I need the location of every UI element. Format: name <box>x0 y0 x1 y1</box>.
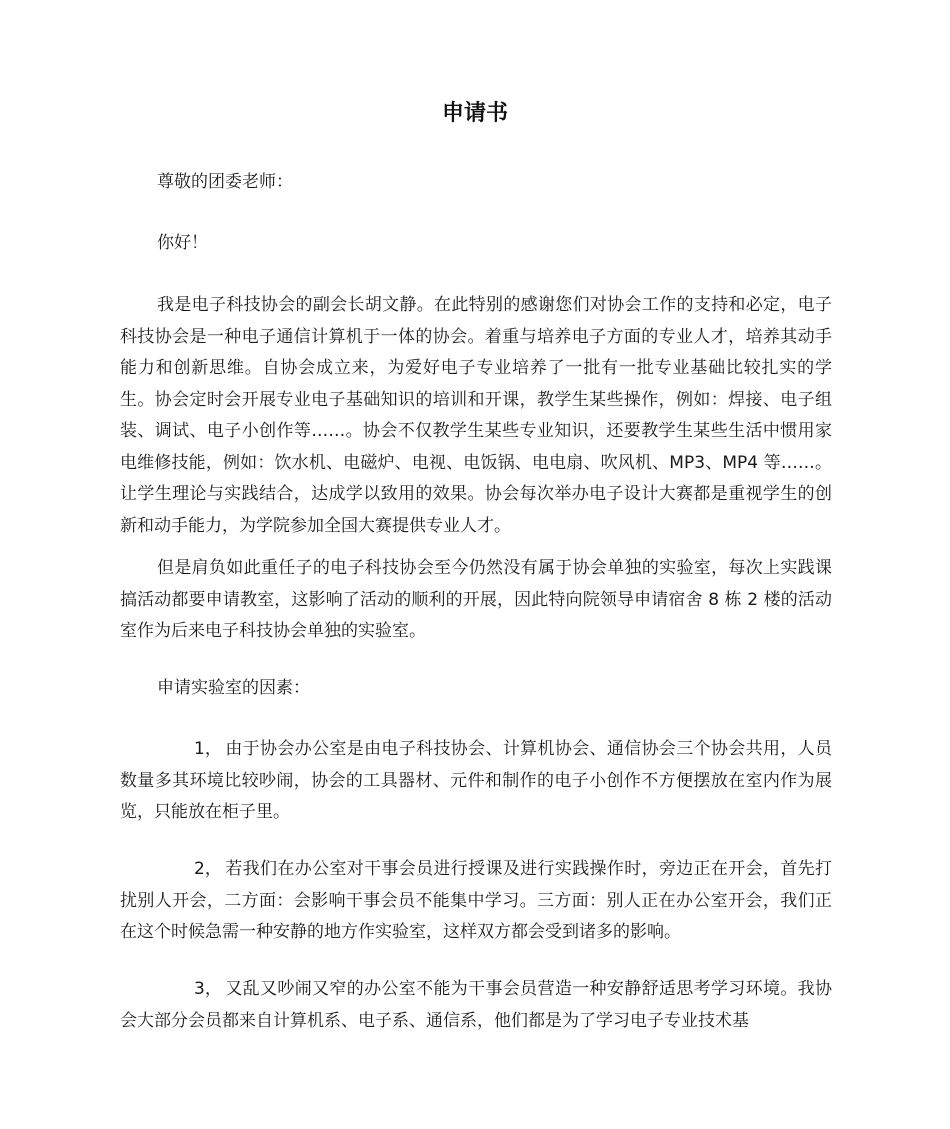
reason-item <box>120 974 832 1037</box>
reason-text: 若我们在办公室对干事会员进行授课及进行实践操作时，旁边正在开会，首先打扰别人开会，二方面：会影响干事会员不能集中学习。三方面：别人正在办公室开会，我们正在这个时候急需一种安静的地方作实验室，这样双方都会受到诸多的影响。 <box>120 859 832 942</box>
salutation: 尊敬的团委老师： <box>157 172 293 192</box>
document-title: 申请书 <box>441 101 508 126</box>
greeting: 你好！ <box>157 233 208 253</box>
intro-paragraph: 我是电子科技协会的副会长胡文静。在此特别的感谢您们对协会工作的支持和必定，电子科技协会是一种电子通信计算机于一体的协会。着重与培养电子方面的专业人才，培养其动手能力和创新思维。自协会成立来，为爱好电子专业培养了一批有一批专业基础比较扎实的学生。协会定时会开展专业电子基础知识的培训和开课，教学生某些操作，例如：焊接、电子组装、调试、电子小创作等……。协会不仅教学生某些专业知识，还要教学生某些生活中惯用家电维修技能，例如：饮水机、电磁炉、电视、电饭锅、电电扇、吹风机、MP3、MP4 等……。让学生理论与实践结合，达成学以致用的效果。协会每次举办电子设计大赛都是重视学生的创新和动手能力，为学院参加全国大赛提供专业人才。 <box>120 295 832 536</box>
request-paragraph: 但是肩负如此重任子的电子科技协会至今仍然没有属于协会单独的实验室，每次上实践课搞活动都要申请教室，这影响了活动的顺利的开展，因此特向院领导申请宿舍 8 栋 2 楼的活动室作为后来电子科技协会单独的实验室。 <box>120 558 832 641</box>
reasons-heading: 申请实验室的因素： <box>157 678 310 698</box>
reason-number: 3， <box>194 979 222 999</box>
reason-number: 2， <box>194 859 222 879</box>
reason-item <box>120 854 832 949</box>
reason-text: 由于协会办公室是由电子科技协会、计算机协会、通信协会三个协会共用，人员数量多其环境比较吵闹，协会的工具器材、元件和制作的电子小创作不方便摆放在室内作为展览，只能放在柜子里。 <box>120 739 832 822</box>
reason-number: 1， <box>194 739 222 759</box>
reason-item <box>120 734 832 829</box>
reason-text: 又乱又吵闹又窄的办公室不能为干事会员营造一种安静舒适思考学习环境。我协会大部分会员都来自计算机系、电子系、通信系，他们都是为了学习电子专业技术基 <box>120 979 832 1031</box>
